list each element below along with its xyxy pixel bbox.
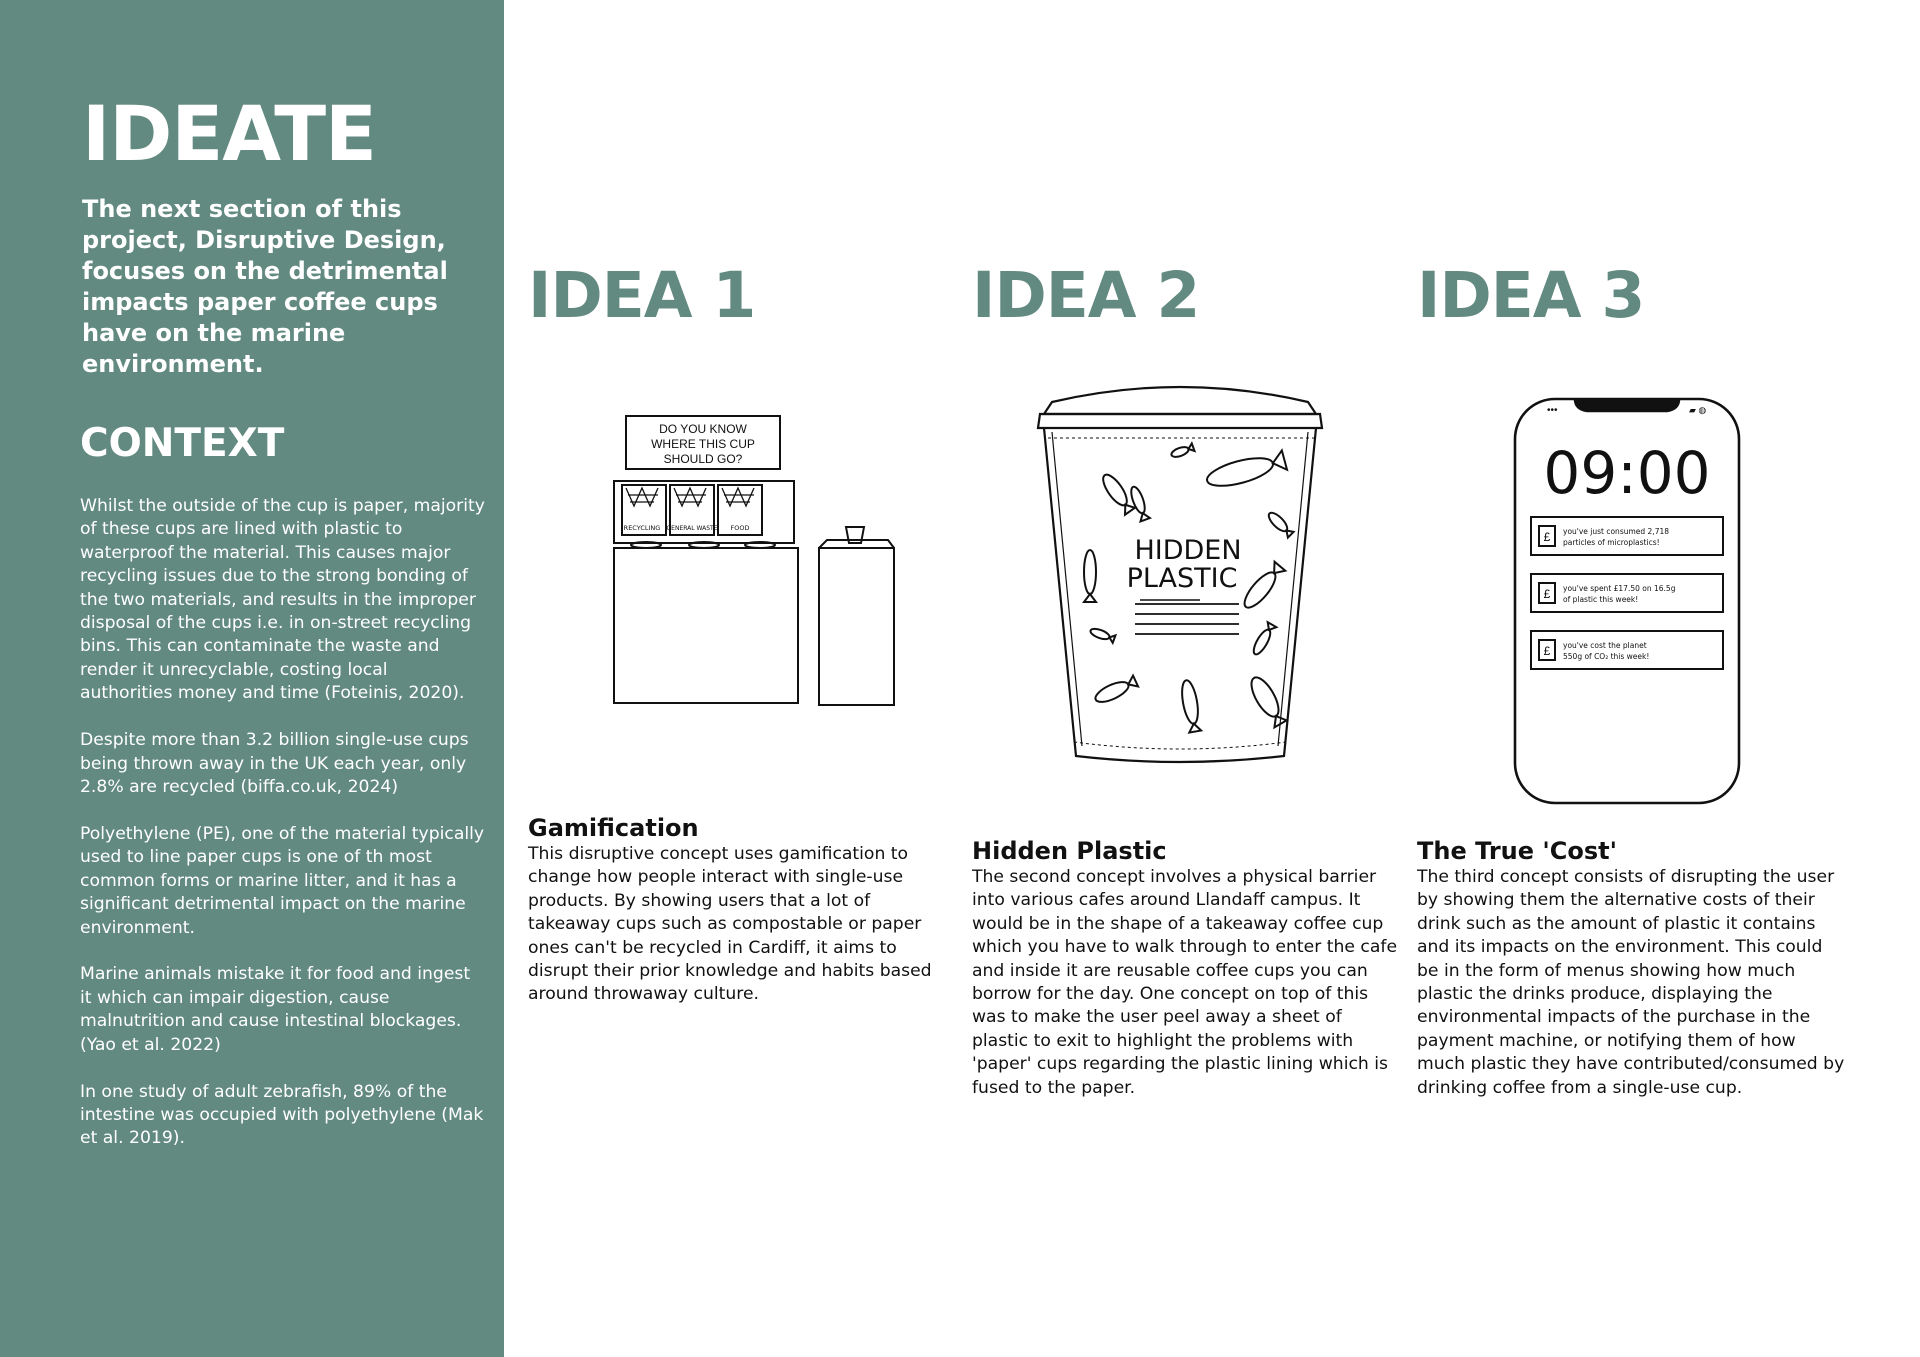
cup-text: PLASTIC bbox=[1126, 563, 1238, 594]
notification-text: you've just consumed 2,718 bbox=[1563, 527, 1670, 536]
idea-3-sketch bbox=[1505, 393, 1745, 807]
fish-icon bbox=[1170, 443, 1194, 458]
notification-text: of plastic this week! bbox=[1563, 595, 1639, 604]
context-body bbox=[80, 495, 485, 1174]
page-title: IDEATE bbox=[82, 89, 376, 178]
fish-icon bbox=[1204, 449, 1287, 491]
fish-icon bbox=[1251, 622, 1277, 656]
notification-icon: £ bbox=[1543, 530, 1551, 544]
context-paragraph: Polyethylene (PE), one of the material typically used to line paper cups is one of th most common forms or marine litter, and it has a significant detrimental impact on the marine environment. bbox=[80, 823, 485, 938]
notification-box bbox=[1531, 574, 1723, 612]
notification-text: particles of microplastics! bbox=[1563, 538, 1660, 547]
intro-text: The next section of this project, Disruptive Design, focuses on the detrimental impacts paper coffee cups have on the marine environment. bbox=[82, 195, 448, 378]
bin-label: RECYCLING bbox=[623, 524, 661, 532]
idea-3-title: IDEA 3 bbox=[1417, 259, 1645, 332]
sidebar-panel bbox=[0, 0, 504, 1357]
idea-1-description: This disruptive concept uses gamification to change how people interact with single-use products. By showing users that a lot of takeaway cups such as compostable or paper ones can't be recycled in Cardiff, it aims to disrupt their prior knowledge and habits based around throwaway culture. bbox=[528, 844, 932, 1005]
context-paragraph: Marine animals mistake it for food and ingest it which can impair digestion, cause malnutrition and cause intestinal blockages. (Yao et al. 2022) bbox=[80, 964, 471, 1055]
idea-2-heading: Hidden Plastic bbox=[972, 837, 1167, 865]
idea-2-description: The second concept involves a physical barrier into various cafes around Llandaff campus. It would be in the shape of a takeaway coffee cup which you have to walk through to enter the cafe and inside it are reusable coffee cups you can borrow for the day. One concept on top of this was to make the user peel away a sheet of plastic to exit to highlight the problems with 'paper' cups regarding the plastic lining which is fused to the paper. bbox=[972, 867, 1398, 1098]
idea-2-title: IDEA 2 bbox=[972, 259, 1200, 332]
notification-text: you've spent £17.50 on 16.5g bbox=[1563, 584, 1676, 593]
cup-lid bbox=[1044, 387, 1316, 414]
context-paragraph: In one study of adult zebrafish, 89% of the intestine was occupied with polyethylene (Mak et al. 2019). bbox=[80, 1081, 484, 1149]
phone-time: 09:00 bbox=[1543, 439, 1711, 507]
notification-box bbox=[1531, 517, 1723, 555]
notification-box bbox=[1531, 631, 1723, 669]
fish-icon bbox=[1089, 627, 1115, 643]
notification-icon: £ bbox=[1543, 644, 1551, 658]
bin-label: FOOD bbox=[730, 524, 750, 532]
idea-2-sketch bbox=[1030, 372, 1330, 772]
fish-icon bbox=[1099, 471, 1136, 515]
idea-1-sketch bbox=[600, 405, 910, 715]
cup-stand bbox=[819, 548, 894, 705]
sign-line: DO YOU KNOW bbox=[659, 422, 747, 436]
fish-icon bbox=[1084, 550, 1096, 602]
sign-line: WHERE THIS CUP bbox=[651, 437, 755, 451]
idea-1-title: IDEA 1 bbox=[528, 259, 756, 332]
idea-3-heading: The True 'Cost' bbox=[1417, 837, 1617, 865]
notification-icon: £ bbox=[1543, 587, 1551, 601]
context-paragraph: Despite more than 3.2 billion single-use cups being thrown away in the UK each year, only 2.8% are recycled (biffa.co.uk, 2024) bbox=[80, 730, 469, 797]
fish-icon bbox=[1266, 510, 1294, 538]
sign-line: SHOULD GO? bbox=[663, 452, 743, 466]
cup-text: HIDDEN bbox=[1134, 535, 1242, 566]
context-paragraph: Whilst the outside of the cup is paper, majority of these cups are lined with plastic to waterproof the material. This causes major recycling issues due to the strong bonding of the two materials, and results in the improper disposal of the cups i.e. in on-street recycling bins. This can contaminate the waste and render it unrecyclable, costing local authorities money and time (Foteinis, 2020). bbox=[80, 496, 485, 704]
bin-label: GENERAL WASTE bbox=[666, 525, 718, 532]
notification-text: you've cost the planet bbox=[1563, 641, 1647, 650]
fish-icon bbox=[1129, 485, 1150, 521]
status-icons: ▰ ◍ bbox=[1689, 405, 1707, 415]
fish-icon bbox=[1240, 561, 1286, 612]
idea-1-heading: Gamification bbox=[528, 814, 699, 842]
status-dots: ••• bbox=[1547, 405, 1558, 416]
cup-body bbox=[1044, 428, 1316, 762]
phone-notch bbox=[1575, 399, 1679, 411]
idea-3-description: The third concept consists of disrupting the user by showing them the alternative costs of their drink such as the amount of plastic it contains and its impacts on the environment. This could be in the form of menus showing how much plastic the drinks produce, displaying the environmental impacts of the purchase in the payment machine, or notifying them of how much plastic they have contributed/consumed by drinking coffee from a single-use cup. bbox=[1417, 867, 1845, 1098]
fish-icon bbox=[1093, 675, 1139, 706]
bin-counter bbox=[614, 548, 798, 703]
notification-text: 550g of CO₂ this week! bbox=[1563, 652, 1650, 661]
fish-icon bbox=[1179, 679, 1202, 733]
context-heading: CONTEXT bbox=[80, 421, 285, 466]
